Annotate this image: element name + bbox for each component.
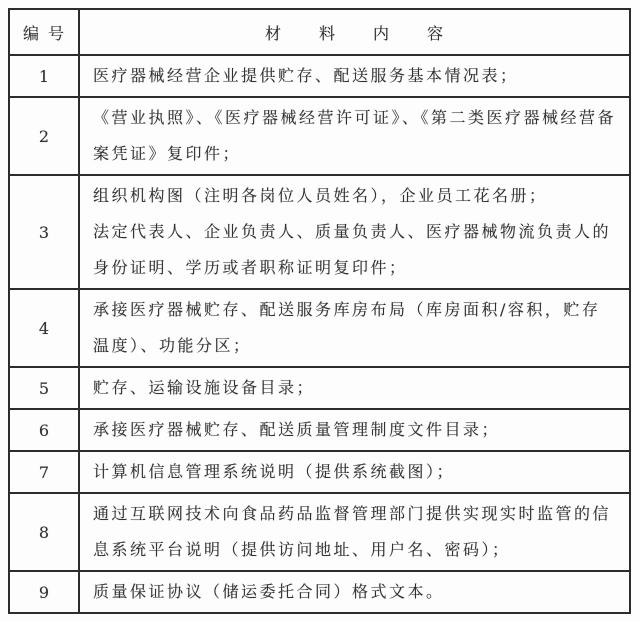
header-number: 编号: [9, 9, 79, 55]
row-number: 7: [9, 451, 79, 493]
header-row: [9, 9, 630, 55]
row-content: [79, 451, 630, 493]
content-paragraph: 计算机信息管理系统说明（提供系统截图）；: [93, 462, 456, 481]
table-row: [9, 289, 630, 367]
row-number: 5: [9, 367, 79, 409]
row-content: [79, 55, 630, 97]
content-paragraph: 《营业执照》、《医疗器械经营许可证》、《第二类医疗器械经营备案凭证》复印件；: [93, 108, 617, 163]
content-paragraph: 承接医疗器械贮存、配送服务库房布局（库房面积/容积，贮存温度）、功能分区；: [93, 300, 601, 355]
row-content: [79, 175, 630, 289]
row-number: 9: [9, 571, 79, 613]
row-content: [79, 493, 630, 571]
table-body: [9, 55, 630, 613]
row-number: 1: [9, 55, 79, 97]
row-content: [79, 367, 630, 409]
content-paragraph: 质量保证协议（储运委托合同）格式文本。: [93, 582, 445, 601]
header-material-content: 材料内容: [79, 9, 630, 55]
table-row: [9, 451, 630, 493]
row-content: [79, 571, 630, 613]
row-number: 3: [9, 175, 79, 289]
row-content: [79, 97, 630, 175]
row-number: 4: [9, 289, 79, 367]
content-paragraph: 组织机构图（注明各岗位人员姓名），企业员工花名册；: [93, 186, 548, 205]
content-paragraph: 承接医疗器械贮存、配送质量管理制度文件目录；: [93, 420, 501, 439]
table-row: [9, 409, 630, 451]
row-number: 2: [9, 97, 79, 175]
table-row: [9, 55, 630, 97]
materials-table: [8, 8, 631, 614]
row-number: 6: [9, 409, 79, 451]
table-row: [9, 571, 630, 613]
content-paragraph: 医疗器械经营企业提供贮存、配送服务基本情况表；: [93, 66, 519, 85]
row-content: [79, 289, 630, 367]
content-paragraph: 通过互联网技术向食品药品监督管理部门提供实现实时监管的信息系统平台说明（提供访问地址、用户名、密码）；: [93, 504, 612, 559]
table-row: [9, 493, 630, 571]
table-row: [9, 97, 630, 175]
table-row: [9, 175, 630, 289]
content-paragraph: 贮存、运输设施设备目录；: [93, 378, 316, 397]
row-content: [79, 409, 630, 451]
row-number: 8: [9, 493, 79, 571]
table-row: [9, 367, 630, 409]
content-paragraph: 法定代表人、企业负责人、质量负责人、医疗器械物流负责人的身份证明、学历或者职称证明复印件；: [93, 222, 612, 277]
table-header: [9, 9, 630, 55]
